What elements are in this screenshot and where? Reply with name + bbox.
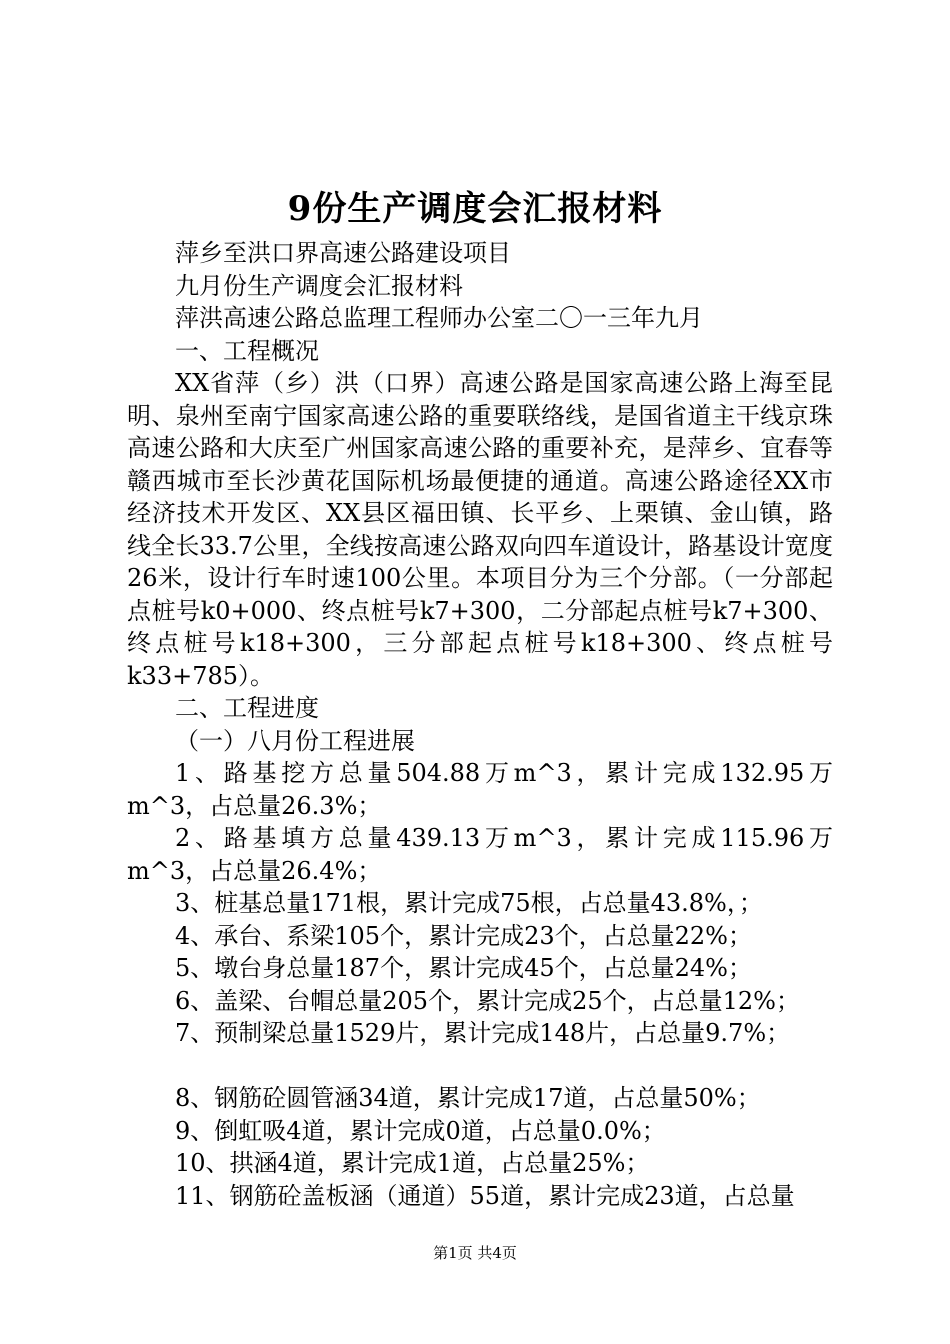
- overview-paragraph: XX省萍（乡）洪（口界）高速公路是国家高速公路上海至昆明、泉州至南宁国家高速公路的重要联络线，是国省道主干线京珠高速公路和大庆至广州国家高速公路的重要补充，是萍乡、宜春等赣西城市至长沙黄花国际机场最便捷的通道。高速公路途径XX市经济技术开发区、XX县区福田镇、长平乡、上栗镇、金山镇，路线全长33.7公里，全线按高速公路双向四车道设计，路基设计宽度26米，设计行车时速100公里。本项目分为三个分部。（一分部起点桩号k0+000、终点桩号k7+300，二分部起点桩号k7+300、终点桩号k18+300，三分部起点桩号k18+300、终点桩号k33+785）。: [127, 369, 833, 690]
- section-heading: 一、工程概况: [175, 336, 319, 365]
- progress-item: 3、桩基总量171根，累计完成75根，占总量43.8%，；: [175, 889, 763, 917]
- progress-item: 4、承台、系梁105个，累计完成23个，占总量22%；: [175, 921, 752, 950]
- progress-item: 2、路基填方总量439.13万m^3，累计完成115.96万m^3，占总量26.4%；: [127, 824, 833, 885]
- progress-item: 7、预制梁总量1529片，累计完成148片，占总量9.7%；: [175, 1019, 791, 1047]
- issuer-line: 萍洪高速公路总监理工程师办公室二〇一三年九月: [175, 304, 703, 332]
- page-footer: 第1页 共4页: [433, 1244, 517, 1262]
- progress-item: 11、钢筋砼盖板涵（通道）55道，累计完成23道，占总量: [175, 1181, 795, 1210]
- document-body: [127, 237, 833, 1212]
- progress-item: 6、盖梁、台帽总量205个，累计完成25个，占总量12%；: [175, 986, 800, 1015]
- progress-item: 9、倒虹吸4道，累计完成0道，占总量0.0%；: [175, 1116, 666, 1145]
- progress-item: 8、钢筋砼圆管涵34道，累计完成17道，占总量50%；: [175, 1084, 761, 1112]
- progress-item: 10、拱涵4道，累计完成1道，占总量25%；: [175, 1149, 650, 1177]
- progress-item: 5、墩台身总量187个，累计完成45个，占总量24%；: [175, 954, 752, 982]
- project-name: 萍乡至洪口界高速公路建设项目: [175, 239, 511, 267]
- document-title: 9份生产调度会汇报材料: [287, 189, 663, 229]
- report-subtitle: 九月份生产调度会汇报材料: [175, 271, 463, 300]
- progress-item: 1、路基挖方总量504.88万m^3，累计完成132.95万m^3，占总量26.3%；: [127, 759, 833, 820]
- section-heading: 二、工程进度: [175, 694, 319, 722]
- blank-line: [127, 1050, 833, 1083]
- subsection-heading: （一）八月份工程进展: [175, 726, 415, 755]
